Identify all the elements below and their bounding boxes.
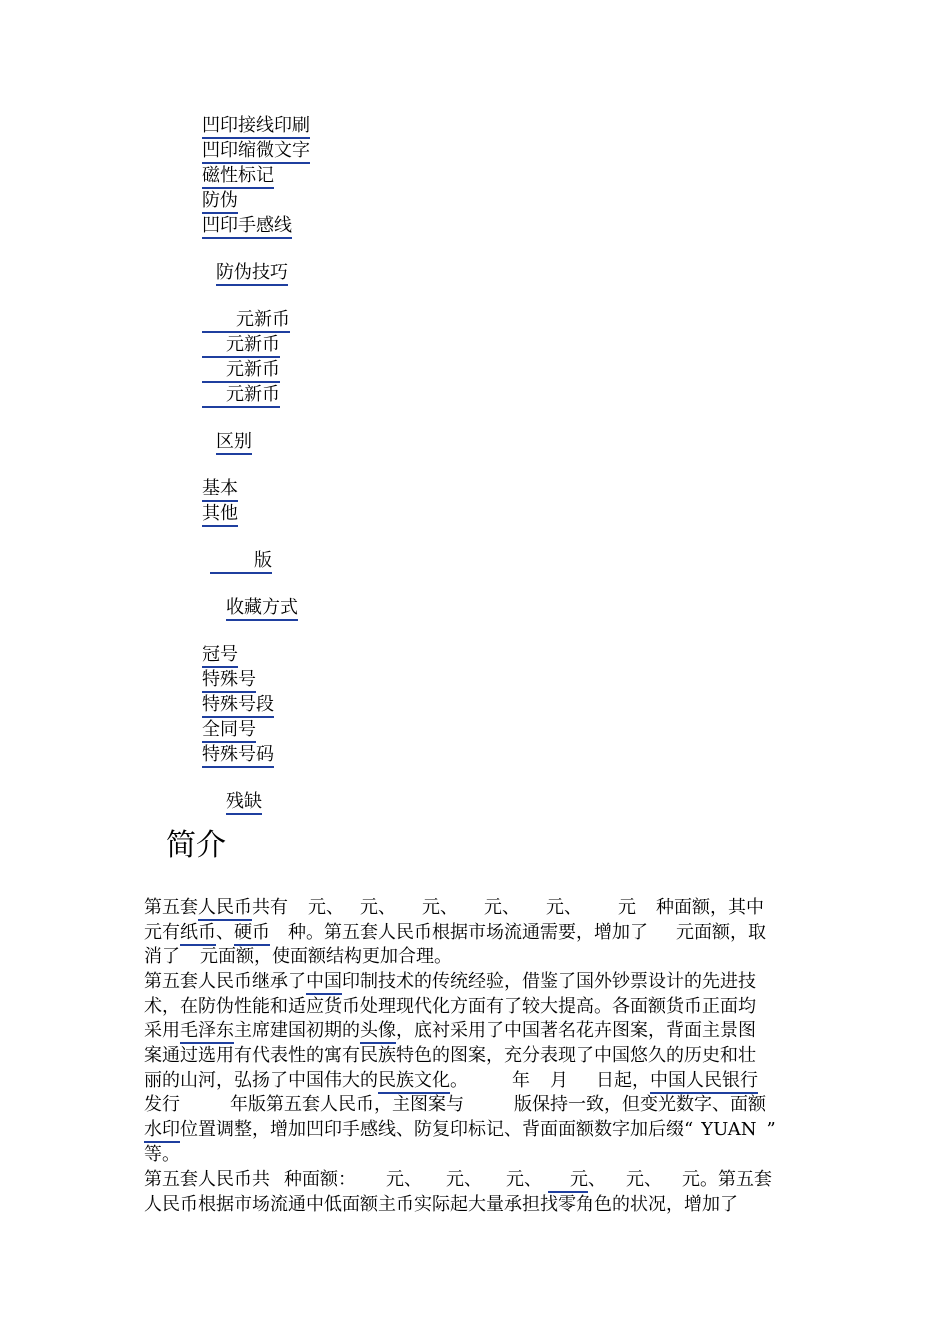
link-renminbi[interactable]: 人民币: [198, 897, 252, 921]
toc-link-defect[interactable]: 残缺: [226, 791, 262, 815]
text: 、: [588, 1169, 606, 1190]
toc-link-edition[interactable]: 版: [210, 550, 272, 574]
link-watermark[interactable]: 水印: [144, 1119, 180, 1143]
text: 元面额，使面额结构更加合理。: [200, 946, 452, 968]
link-paper-money[interactable]: 纸币: [180, 922, 216, 946]
text: 元: [618, 897, 636, 918]
toc-link-other[interactable]: 其他: [202, 503, 238, 527]
toc-link-new-coin-1[interactable]: 元新币: [202, 309, 290, 333]
text: 元、: [386, 1169, 422, 1190]
text: 元、: [360, 897, 396, 918]
link-denomination[interactable]: 元: [548, 1169, 588, 1193]
text: 种面额：: [284, 1169, 356, 1190]
paragraph-intro-3: [144, 1168, 814, 1217]
text: 元、: [546, 897, 582, 918]
toc-link-intaglio-line[interactable]: 凹印接线印刷: [202, 115, 310, 139]
text: 第五套人民币共: [144, 1169, 270, 1190]
text: 元、: [422, 897, 458, 918]
toc-link-magnetic[interactable]: 磁性标记: [202, 165, 274, 189]
link-china[interactable]: 中国: [306, 971, 342, 995]
text: 元、: [484, 897, 520, 918]
text: 、: [216, 921, 234, 943]
text: 年版第五套人民币，主图案与: [230, 1094, 464, 1116]
text: 元、: [626, 1169, 662, 1190]
text: 元。第五套: [682, 1169, 772, 1190]
link-coin[interactable]: 硬币: [234, 922, 270, 946]
toc-link-special-range[interactable]: 特殊号段: [202, 694, 274, 718]
text: 种面额，其中: [656, 897, 764, 918]
toc-link-prefix[interactable]: 冠号: [202, 644, 238, 668]
text: ，底衬采用了中国著名花卉图案，背面主景图: [396, 1020, 756, 1042]
text: 月: [550, 1069, 568, 1091]
toc-link-new-coin-3[interactable]: 元新币: [202, 359, 280, 383]
text: 消了: [144, 946, 180, 968]
toc-link-microtext[interactable]: 凹印缩微文字: [202, 140, 310, 164]
text: 人民币根据市场流通中低面额主币实际起大量承担找零角色的状况，增加了: [144, 1193, 738, 1215]
text: 种。第五套人民币根据市场流通需要，增加了: [288, 921, 648, 943]
text: 第五套人民币继承了: [144, 971, 306, 992]
toc-link-new-coin-2[interactable]: 元新币: [202, 334, 280, 358]
toc-link-new-coin-4[interactable]: 元新币: [202, 384, 280, 408]
text: 。: [450, 1069, 468, 1091]
toc-link-difference[interactable]: 区别: [216, 431, 252, 455]
text: 等。: [144, 1143, 180, 1165]
text: 发行: [144, 1094, 180, 1116]
text: 丽的山河，弘扬了中国伟大的: [144, 1069, 378, 1091]
text: 主席建国初期的: [234, 1020, 360, 1042]
link-mao-zedong[interactable]: 毛泽东: [180, 1020, 234, 1044]
text: 元、: [308, 897, 344, 918]
toc-link-special-number[interactable]: 特殊号: [202, 669, 256, 693]
toc-link-collect-method[interactable]: 收藏方式: [226, 597, 298, 621]
paragraph-intro-1: [144, 896, 814, 970]
toc-link-anti-fake[interactable]: 防伪: [202, 190, 238, 214]
text: 日起，: [596, 1069, 650, 1091]
link-portrait[interactable]: 头像: [360, 1020, 396, 1044]
text: 元面额，取: [676, 921, 766, 943]
text: 共有: [252, 897, 288, 918]
section-title: 简介: [166, 828, 226, 863]
toc-link-basic[interactable]: 基本: [202, 478, 238, 502]
link-pboc[interactable]: 中国人民银行: [650, 1070, 758, 1094]
link-national-culture[interactable]: 民族文化: [378, 1070, 450, 1094]
paragraph-intro-2: [144, 970, 814, 1168]
text: 第五套: [144, 897, 198, 918]
toc-link-special-code[interactable]: 特殊号码: [202, 744, 274, 768]
text: 版保持一致，但变光数字、面额: [514, 1094, 766, 1116]
toc-link-identical-number[interactable]: 全同号: [202, 719, 256, 743]
text: 术，在防伪性能和适应货币处理现代化方面有了较大提高。各面额货币正面均: [144, 995, 756, 1017]
text: 印制技术的传统经验，借鉴了国外钞票设计的先进技: [342, 971, 756, 992]
toc-link-tactile-line[interactable]: 凹印手感线: [202, 215, 292, 239]
text: 采用: [144, 1020, 180, 1042]
text: YUAN: [701, 1119, 757, 1141]
text: 案通过选用有代表性的寓有民族特色的图案，充分表现了中国悠久的历史和壮: [144, 1045, 756, 1067]
text: 元有: [144, 921, 180, 943]
text: 元、: [446, 1169, 482, 1190]
text: 位置调整，增加凹印手感线、防复印标记、背面面额数字加后缀“: [180, 1119, 694, 1141]
text: ”: [766, 1119, 776, 1141]
text: 元、: [506, 1169, 542, 1190]
text: 年: [512, 1069, 530, 1091]
toc-link-anti-fake-tips[interactable]: 防伪技巧: [216, 262, 288, 286]
